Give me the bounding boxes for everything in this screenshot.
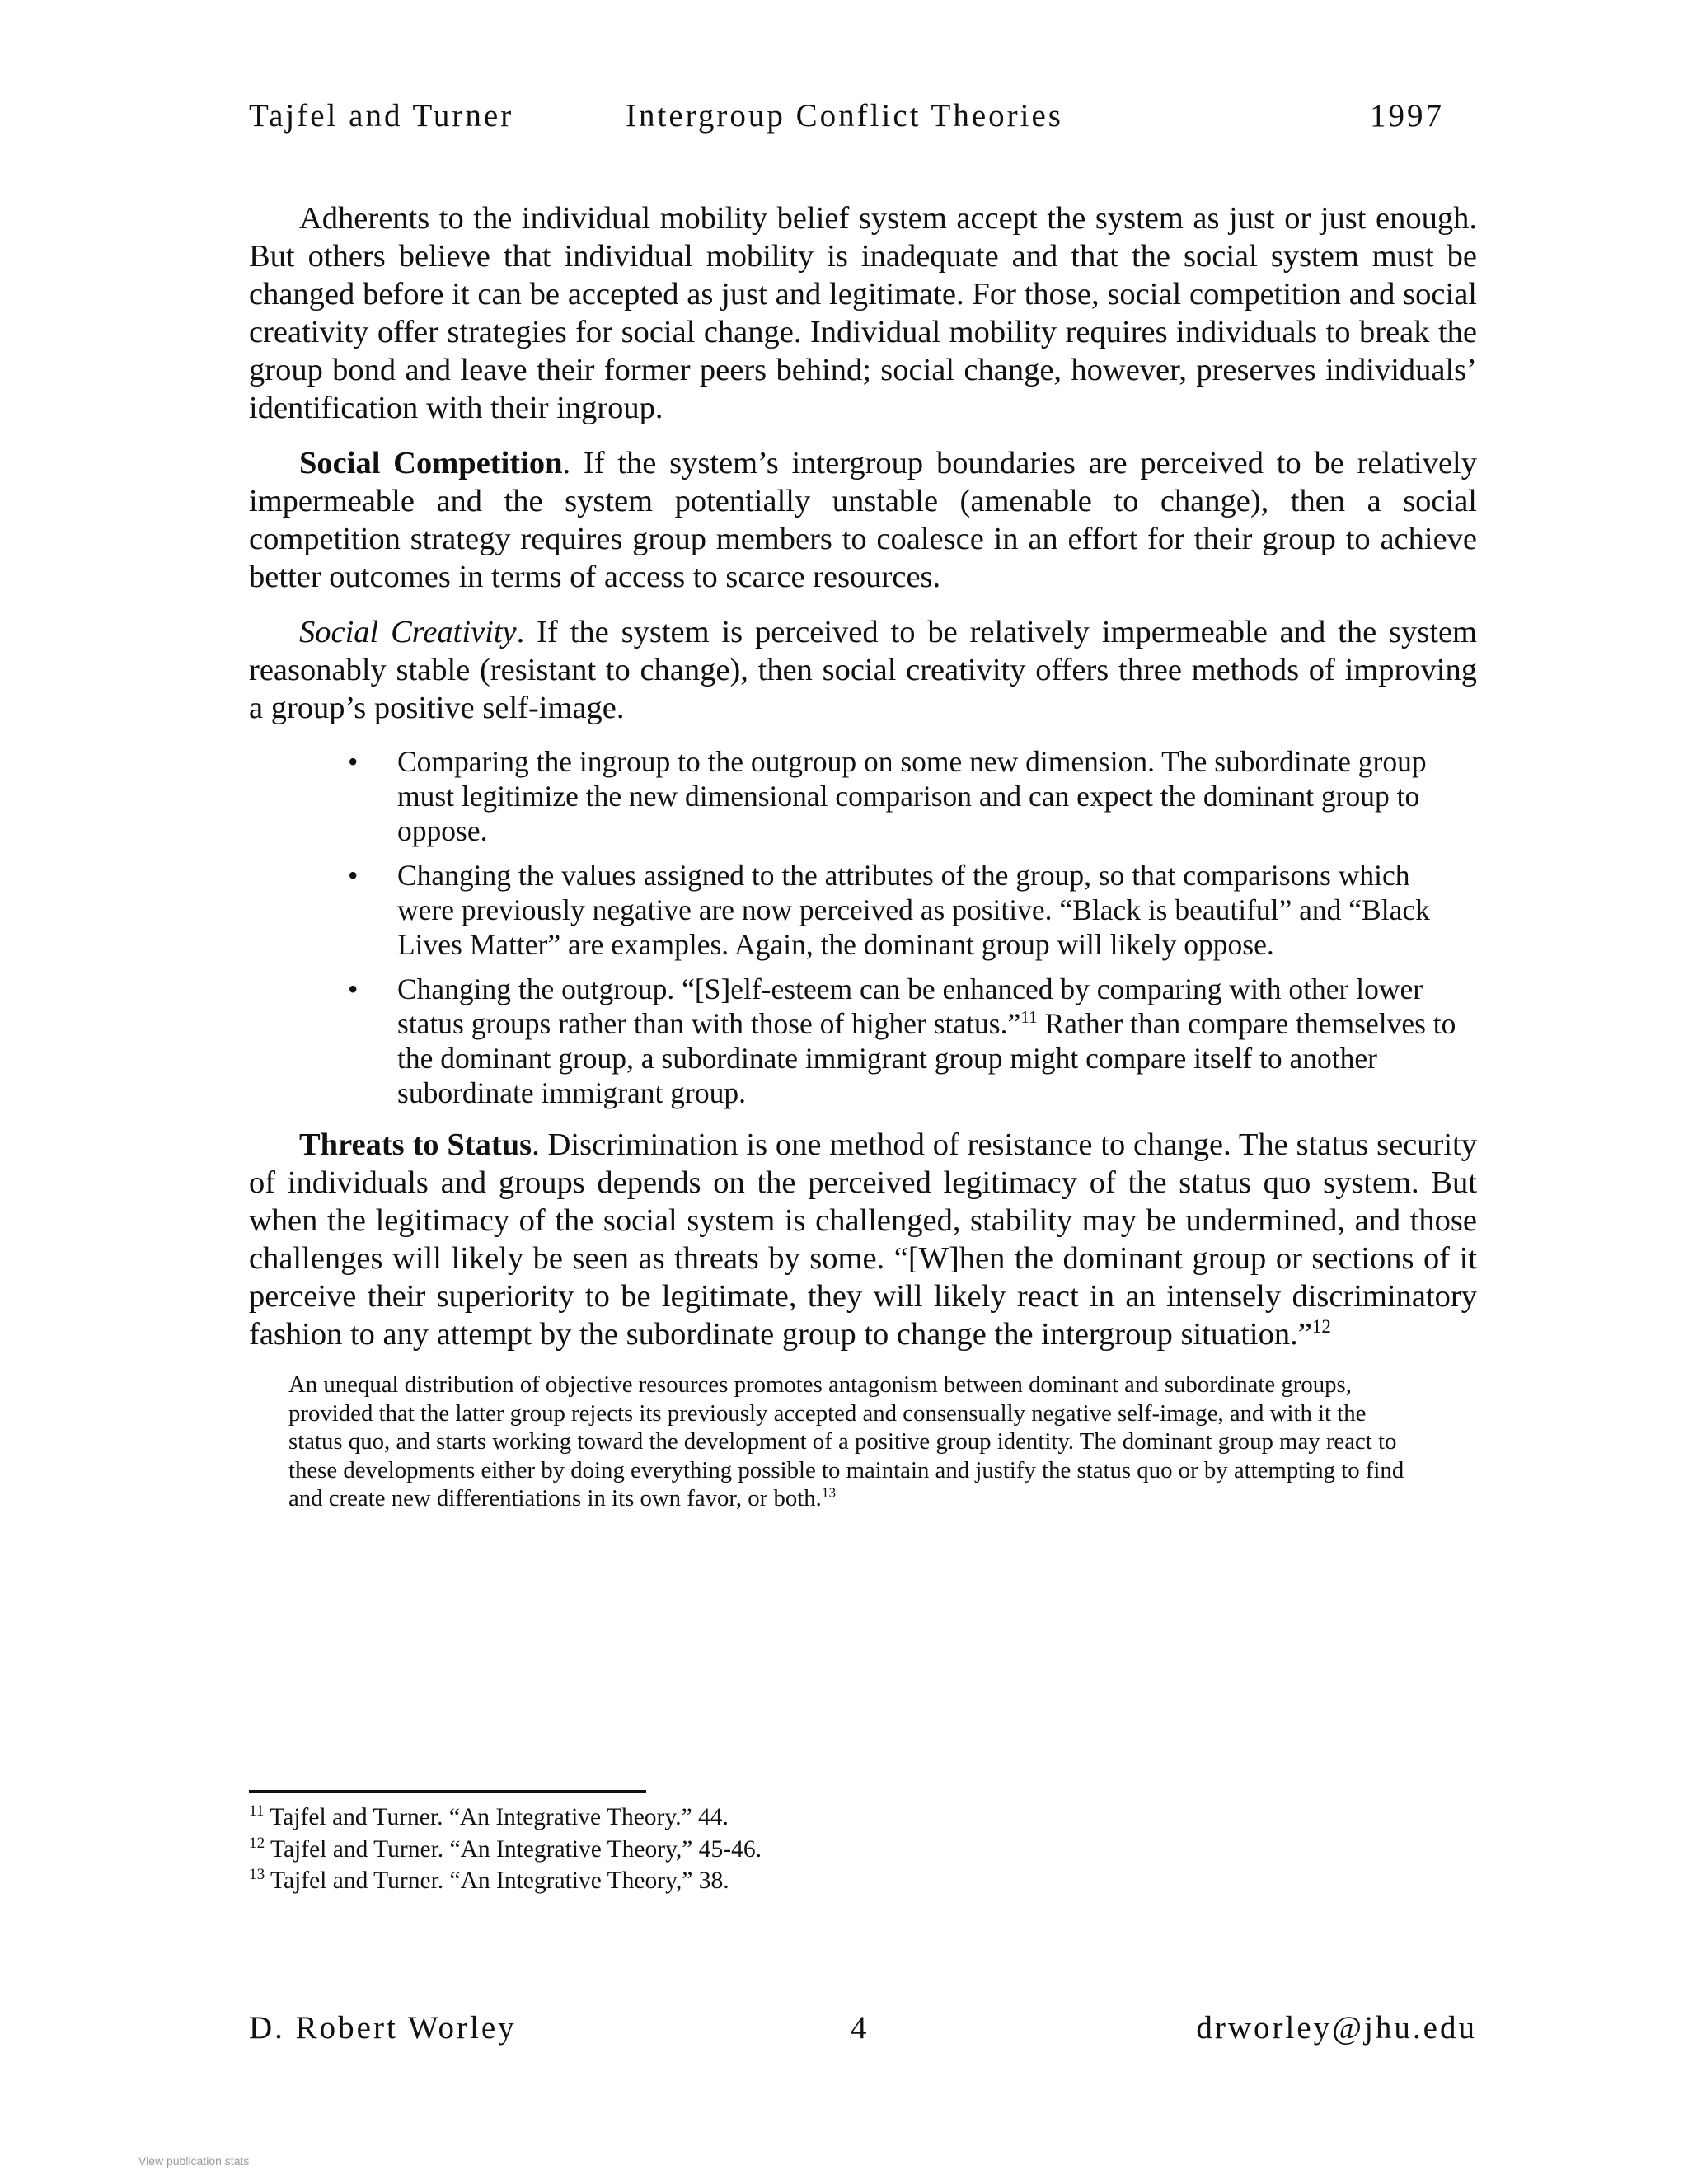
footnote-ref-13: 13	[821, 1484, 837, 1501]
main-text	[249, 199, 1477, 1513]
list-item-text: Changing the outgroup. “[S]elf-esteem can be enhanced by comparing with other lower status groups rather than with those of higher status.”	[397, 972, 1423, 1040]
page-footer	[249, 2009, 1477, 2050]
footer-email: drworley@jhu.edu	[1196, 2010, 1477, 2046]
footnote-number: 13	[249, 1866, 265, 1884]
header-title: Intergroup Conflict Theories	[626, 98, 1063, 134]
page-number: 4	[851, 2010, 870, 2046]
footnote-divider	[249, 1790, 646, 1793]
list-item-text: Comparing the ingroup to the outgroup on some new dimension. The subordinate group must legitimize the new dimensional comparison and can expect the dominant group to oppose.	[397, 745, 1427, 847]
view-publication-stats-link[interactable]: View publication stats	[138, 2154, 250, 2168]
block-quote	[288, 1371, 1426, 1513]
list-item	[348, 858, 1477, 962]
footer-author: D. Robert Worley	[249, 2010, 517, 2046]
footnote-text: Tajfel and Turner. “An Integrative Theory.” 44.	[264, 1804, 729, 1830]
footnote-11	[249, 1802, 762, 1834]
heading-threats-to-status: Threats to Status	[299, 1127, 532, 1162]
footnote-number: 11	[249, 1802, 265, 1821]
heading-social-competition: Social Competition	[299, 446, 563, 480]
social-competition-text: . If the system’s intergroup boundaries are perceived to be relatively impermeable and the system potentially unstable (amenable to change), then a social competition strategy requires group members to coalesce in an effort for their group to achieve better outcomes in terms of access to scarce resources.	[249, 446, 1477, 594]
bullet-icon: •	[348, 972, 359, 1005]
paragraph-social-competition	[249, 444, 1477, 596]
header-authors: Tajfel and Turner	[249, 98, 514, 134]
footnote-13	[249, 1865, 762, 1897]
paragraph-individual-mobility: Adherents to the individual mobility belief system accept the system as just or just enough. But others believe that individual mobility is inadequate and that the social system must be changed before it can be accepted as just and legitimate. For those, social competition and social creativity offer strategies for social change. Individual mobility requires individuals to break the group bond and leave their former peers behind; social change, however, preserves individuals’ identification with their ingroup.	[249, 201, 1477, 425]
footnote-ref-11: 11	[1020, 1007, 1038, 1028]
paragraph-social-creativity	[249, 613, 1477, 727]
paragraph-threats-to-status	[249, 1126, 1477, 1353]
heading-social-creativity: Social Creativity	[299, 615, 517, 649]
footnotes	[249, 1802, 762, 1897]
list-item-text: Changing the values assigned to the attributes of the group, so that comparisons which were previously negative are now perceived as positive. “Black is beautiful” and “Black Lives Matter” are examples. Again, the dominant group will likely oppose.	[397, 859, 1430, 961]
list-item-text-continued: Rather than compare themselves to the dominant group, a subordinate immigrant group might compare itself to another subordinate immigrant group.	[397, 1007, 1456, 1109]
list-item	[348, 972, 1477, 1110]
bullet-icon: •	[348, 859, 359, 892]
creativity-methods-list	[249, 744, 1477, 1110]
block-quote-text: An unequal distribution of objective resources promotes antagonism between dominant and subordinate groups, provided that the latter group rejects its previously accepted and consensually negative self-image, and with it the status quo, and starts working toward the development of a positive group identity. The dominant group may react to these developments either by doing everything possible to maintain and justify the status quo or by attempting to find and create new differentiations in its own favor, or both.	[288, 1371, 1404, 1511]
threats-to-status-text: . Discrimination is one method of resistance to change. The status security of individuals and groups depends on the perceived legitimacy of the status quo system. But when the legitimacy of the social system is challenged, stability may be undermined, and those challenges will likely be seen as threats by some. “[W]hen the dominant group or sections of it perceive their superiority to be legitimate, they will likely react in an intensely discriminatory fashion to any attempt by the subordinate group to change the intergroup situation.”	[249, 1127, 1477, 1352]
page-header	[249, 97, 1444, 138]
header-year: 1997	[1370, 98, 1444, 134]
footnote-ref-12: 12	[1311, 1315, 1331, 1338]
footnote-text: Tajfel and Turner. “An Integrative Theory,” 38.	[265, 1868, 729, 1894]
footnote-12	[249, 1834, 762, 1866]
bullet-icon: •	[348, 745, 359, 778]
footnote-text: Tajfel and Turner. “An Integrative Theory,” 45-46.	[265, 1835, 762, 1863]
footnote-number: 12	[249, 1834, 265, 1852]
social-creativity-text: . If the system is perceived to be relatively impermeable and the system reasonably stable (resistant to change), then social creativity offers three methods of improving a group’s positive self-image.	[249, 615, 1478, 725]
list-item	[348, 744, 1477, 848]
